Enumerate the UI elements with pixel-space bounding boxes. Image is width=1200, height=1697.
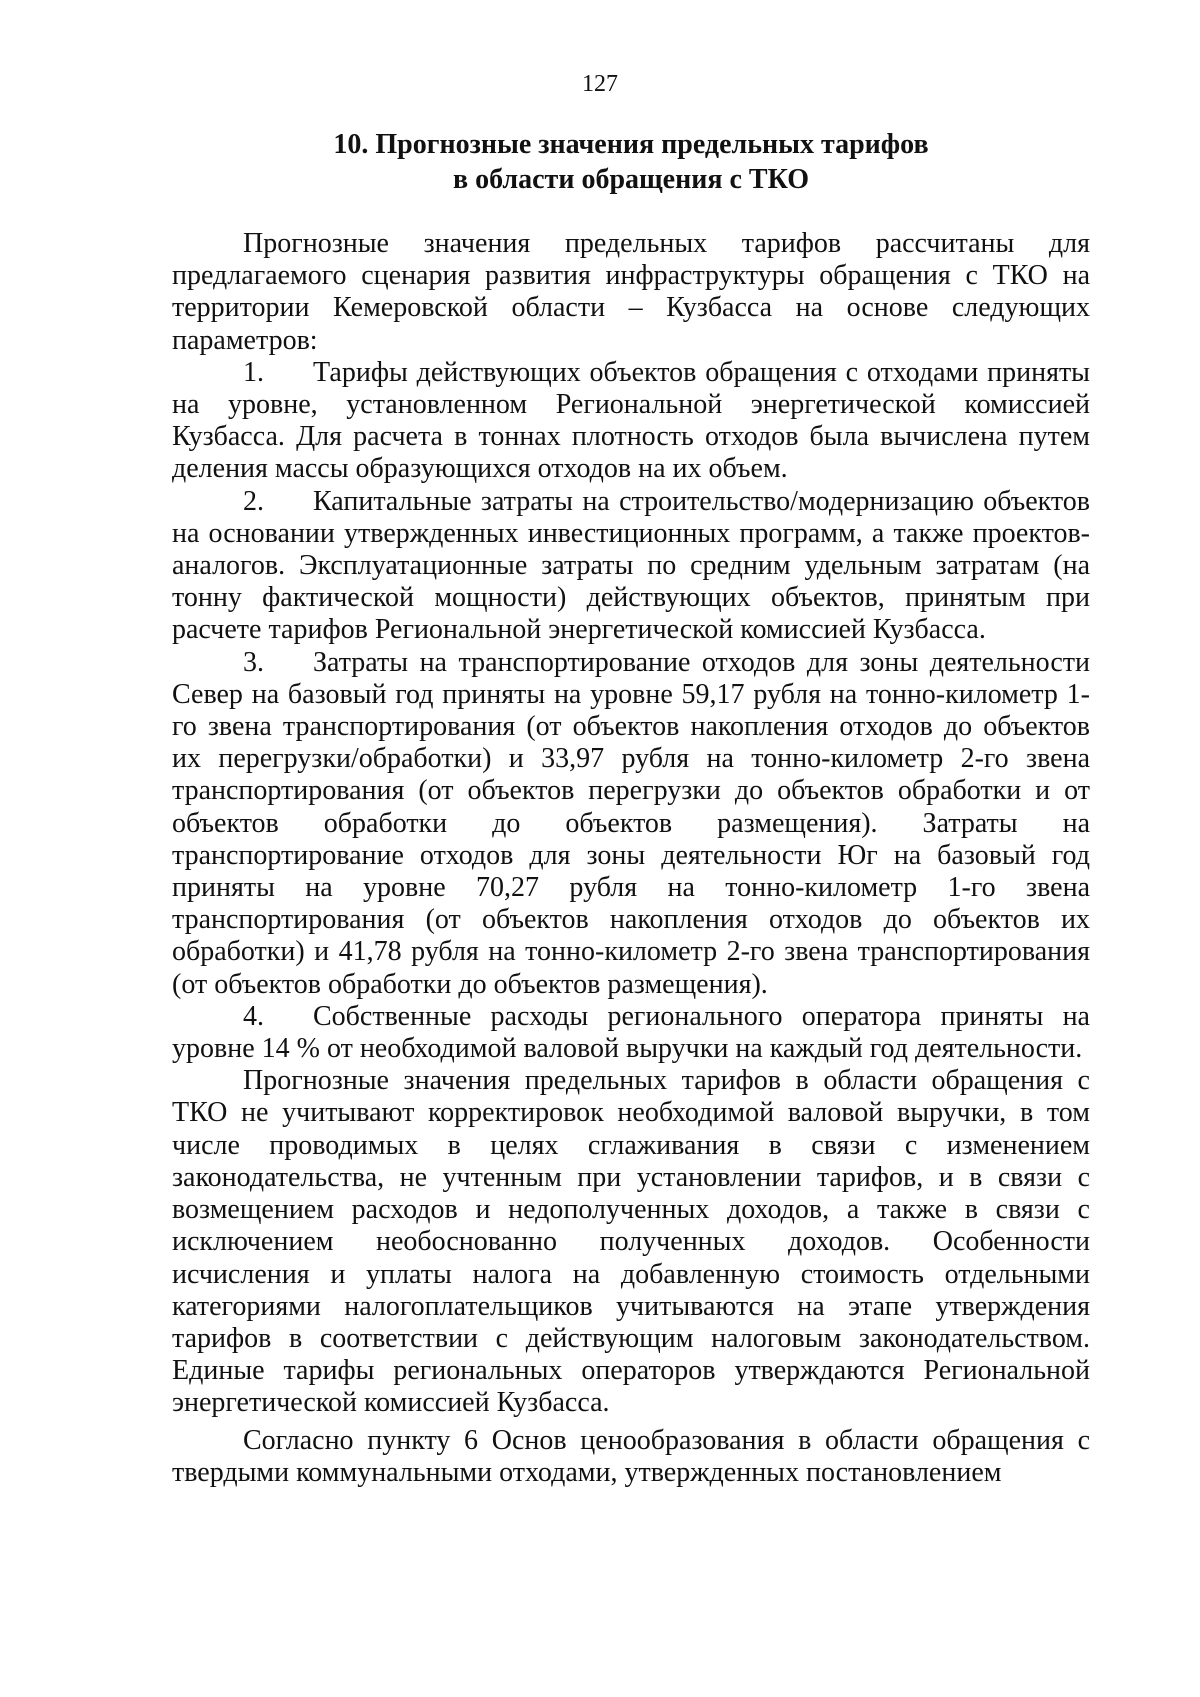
section-heading-line-1: 10. Прогнозные значения предельных тарифов xyxy=(333,129,929,160)
intro-paragraph: Прогнозные значения предельных тарифов рассчитаны для предлагаемого сценария развития инфраструктуры обращения с ТКО на территории Кемеровской области – Кузбасса на основе следующих параметров: xyxy=(172,228,1090,356)
list-item-number: 1. xyxy=(243,356,264,388)
page-number: 127 xyxy=(582,71,618,97)
list-item-3 xyxy=(172,647,1090,1001)
paragraph-pricing-basis: Согласно пункту 6 Основ ценообразования в области обращения с твердыми коммунальными отходами, утвержденных постановлением xyxy=(172,1424,1090,1488)
paragraph-tariff-adjustments: Прогнозные значения предельных тарифов в области обращения с ТКО не учитывают корректировок необходимой валовой выручки, в том числе проводимых в целях сглаживания в связи с изменением законодательства, не учтенным при установлении тарифов, и в связи с возмещением расходов и недополученных доходов, а также в связи с исключением необоснованно полученных доходов. Особенности исчисления и уплаты налога на добавленную стоимость отдельными категориями налогоплательщиков учитываются на этапе утверждения тарифов в соответствии с действующим налоговым законодательством. Единые тарифы региональных операторов утверждаются Региональной энергетической комиссией Кузбасса. xyxy=(172,1065,1090,1419)
list-item-number: 2. xyxy=(243,485,264,517)
list-item-number: 4. xyxy=(243,1000,264,1032)
list-item-number: 3. xyxy=(243,646,264,678)
list-item-4 xyxy=(172,1001,1090,1065)
section-heading xyxy=(172,127,1090,197)
list-item-text: Собственные расходы регионального оператора приняты на уровне 14 % от необходимой валовой выручки на каждый год деятельности. xyxy=(172,1000,1090,1065)
list-item-2 xyxy=(172,486,1090,647)
body-text xyxy=(172,228,1090,1489)
section-heading-line-2: в области обращения с ТКО xyxy=(453,164,809,195)
list-item-1 xyxy=(172,357,1090,486)
list-item-text: Затраты на транспортирование отходов для зоны деятельности Север на базовый год приняты на уровне 59,17 рубля на тонно-километр 1-го звена транспортирования (от объектов накопления отходов до объектов их перегрузки/обработки) и 33,97 рубля на тонно-километр 2-го звена транспортирования (от объектов перегрузки до объектов обработки и от объектов обработки до объектов размещения). Затраты на транспортирование отходов для зоны деятельности Юг на базовый год приняты на уровне 70,27 рубля на тонно-километр 1-го звена транспортирования (от объектов накопления отходов до объектов их обработки) и 41,78 рубля на тонно-километр 2-го звена транспортирования (от объектов обработки до объектов размещения). xyxy=(172,646,1090,1000)
list-item-text: Капитальные затраты на строительство/модернизацию объектов на основании утвержденных инвестиционных программ, а также проектов-аналогов. Эксплуатационные затраты по средним удельным затратам (на тонну фактической мощности) действующих объектов, принятым при расчете тарифов Региональной энергетической комиссией Кузбасса. xyxy=(172,485,1090,646)
list-item-text: Тарифы действующих объектов обращения с отходами приняты на уровне, установленном Региональной энергетической комиссией Кузбасса. Для расчета в тоннах плотность отходов была вычислена путем деления массы образующихся отходов на их объем. xyxy=(172,356,1090,485)
